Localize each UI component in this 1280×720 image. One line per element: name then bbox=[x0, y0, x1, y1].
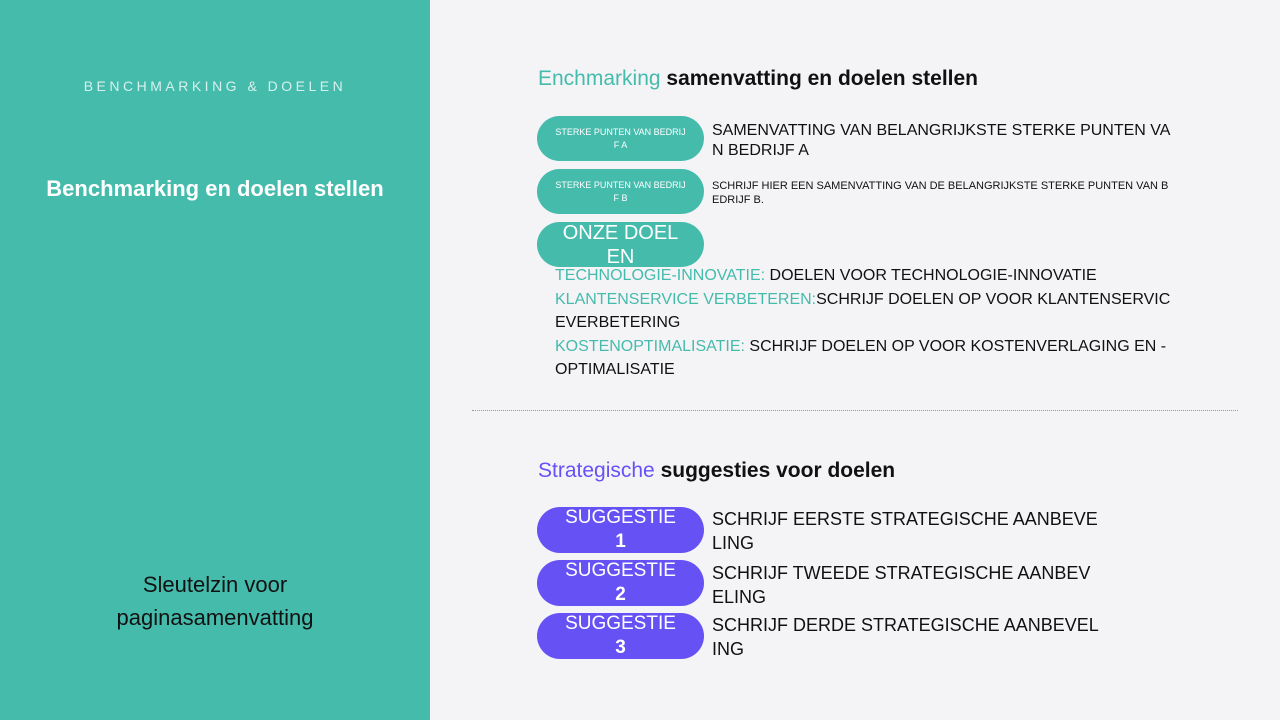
pill-label: STERKE PUNTEN VAN BEDRIJF B bbox=[555, 179, 686, 203]
label: SUGGESTIE bbox=[565, 560, 676, 581]
sidebar-panel bbox=[0, 0, 430, 720]
company-a-text: SAMENVATTING VAN BELANGRIJKSTE STERKE PUNTEN VAN BEDRIJF A bbox=[712, 122, 1171, 159]
pill-label bbox=[559, 560, 682, 606]
suggestion-3-text: SCHRIJF DERDE STRATEGISCHE AANBEVELING bbox=[712, 615, 1099, 659]
title-rest: suggesties voor doelen bbox=[660, 459, 896, 482]
suggestion-1-text: SCHRIJF EERSTE STRATEGISCHE AANBEVELING bbox=[712, 509, 1098, 553]
company-b-pill bbox=[537, 169, 704, 214]
goal-key: TECHNOLOGIE-INNOVATIE: bbox=[555, 267, 766, 284]
goal-text: SCHRIJF DOELEN OP VOOR KOSTENVERLAGING EN -OPTIMALISATIE bbox=[555, 337, 1167, 378]
number: 3 bbox=[615, 637, 626, 658]
pill-label: ONZE DOELEN bbox=[562, 222, 679, 267]
goal-item bbox=[555, 264, 1175, 288]
number: 2 bbox=[615, 584, 626, 605]
sidebar-title: Benchmarking en doelen stellen bbox=[46, 176, 384, 201]
pill-label bbox=[559, 507, 682, 553]
suggestion-3-pill bbox=[537, 613, 704, 659]
suggestion-2-text: SCHRIJF TWEEDE STRATEGISCHE AANBEVELING bbox=[712, 563, 1091, 607]
divider bbox=[472, 410, 1238, 411]
pill-label: STERKE PUNTEN VAN BEDRIJF A bbox=[555, 126, 686, 150]
company-a-pill bbox=[537, 116, 704, 161]
suggestion-2-pill bbox=[537, 560, 704, 606]
number: 1 bbox=[615, 531, 626, 552]
section1-title bbox=[538, 67, 978, 91]
goal-item bbox=[555, 288, 1175, 335]
section2-title bbox=[538, 459, 895, 483]
goals-pill bbox=[537, 222, 704, 267]
label: SUGGESTIE bbox=[565, 507, 676, 528]
title-rest: samenvatting en doelen stellen bbox=[666, 67, 978, 90]
goals-list bbox=[555, 264, 1175, 382]
goal-key: KLANTENSERVICE VERBETEREN: bbox=[555, 290, 817, 308]
key-sentence: Sleutelzin voor paginasamenvatting bbox=[116, 572, 314, 630]
sidebar-kicker: BENCHMARKING & DOELEN bbox=[83, 78, 347, 94]
title-accent: Strategische bbox=[538, 459, 655, 482]
goal-item bbox=[555, 335, 1175, 382]
company-b-text: SCHRIJF HIER EEN SAMENVATTING VAN DE BELANGRIJKSTE STERKE PUNTEN VAN BEDRIJF B. bbox=[712, 180, 1169, 206]
goal-text: DOELEN VOOR TECHNOLOGIE-INNOVATIE bbox=[765, 267, 1097, 284]
goal-key: KOSTENOPTIMALISATIE: bbox=[555, 337, 745, 355]
pill-label bbox=[559, 613, 682, 659]
suggestion-1-pill bbox=[537, 507, 704, 553]
goal-text: SCHRIJF DOELEN OP VOOR KLANTENSERVICEVERBETERING bbox=[555, 290, 1171, 331]
title-accent: Enchmarking bbox=[538, 67, 661, 90]
label: SUGGESTIE bbox=[565, 613, 676, 634]
